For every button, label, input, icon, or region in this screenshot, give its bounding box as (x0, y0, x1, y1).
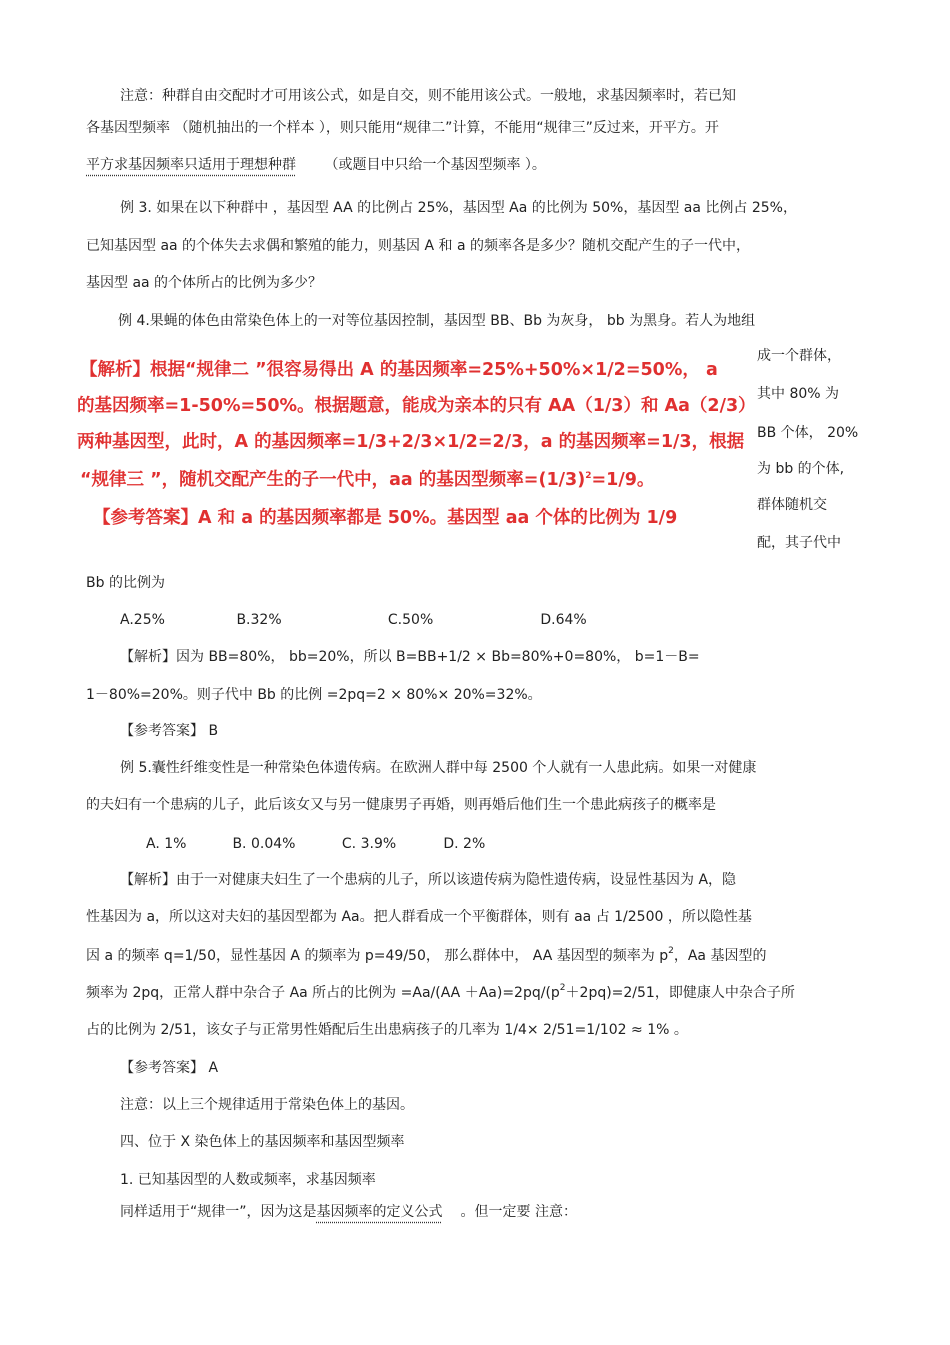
example-5-analysis-2: 性基因为 a，所以这对夫妇的基因型都为 Aa。把人群看成一个平衡群体，则有 aa 占 1/2500 ，所以隐性基 (86, 909, 752, 925)
example-5-line-1: 例 5.囊性纤维变性是一种常染色体遗传病。在欧洲人群中每 2500 个人就有一人患此病。如果一对健康 (120, 760, 757, 776)
side-text-3: BB 个体， 20% (757, 425, 859, 441)
example-4-answer: 【参考答案】 B (120, 723, 219, 739)
note-line-3: 平方求基因频率只适用于理想种群 （或题目中只给一个基因型频率 ）。 (86, 157, 546, 173)
example-4-question-end: Bb 的比例为 (86, 575, 165, 591)
example-4-line-1: 例 4.果蝇的体色由常染色体上的一对等位基因控制，基因型 BB、Bb 为灰身， bb 为黑身。若人为地组 (118, 313, 756, 329)
option-b: B.32% (236, 612, 282, 628)
example-5-analysis-5: 占的比例为 2/51，该女子与正常男性婚配后生出患病孩子的几率为 1/4× 2/51=1/102 ≈ 1% 。 (86, 1022, 688, 1038)
side-text-2: 其中 80% 为 (757, 386, 840, 402)
example-3-line-2: 已知基因型 aa 的个体失去求偶和繁殖的能力，则基因 A 和 a 的频率各是多少？随机交配产生的子一代中， (86, 238, 751, 254)
section-heading: 四、位于 X 染色体上的基因频率和基因型频率 (120, 1134, 405, 1150)
example-4-options (120, 610, 587, 630)
option-d: D. 2% (443, 836, 486, 852)
side-text-4: 为 bb 的个体, (757, 461, 845, 477)
side-text-1: 成一个群体， (757, 348, 841, 364)
option-c: C. 3.9% (341, 836, 397, 852)
example-3-line-1: 例 3. 如果在以下种群中 ，基因型 AA 的比例占 25%，基因型 Aa 的比例为 50%，基因型 aa 比例占 25%， (120, 200, 797, 216)
example-5-analysis-3: 因 a 的频率 q=1/50，显性基因 A 的频率为 p=49/50， 那么群体中， AA 基因型的频率为 $p^2$，Aa 基因型的 (86, 946, 767, 964)
example-4-analysis-1: 【解析】因为 BB=80%， bb=20%，所以 B=BB+1/2 × Bb=80%+0=80%， b=1－B= (120, 649, 700, 665)
option-b: B. 0.04% (232, 836, 296, 852)
example-4-analysis-2: 1－80%=20%。则子代中 Bb 的比例 =2pq=2 × 80%× 20%=32%。 (86, 687, 542, 703)
emphasis-text: 平方求基因频率只适用于理想种群 (86, 157, 296, 173)
red-analysis-line-2: 的基因频率=1-50%=50%。根据题意，能成为亲本的只有 AA（1/3）和 Aa（2/3） (77, 396, 756, 416)
note-line-1: 注意：种群自由交配时才可用该公式，如是自交，则不能用该公式。一般地，求基因频率时，若已知 (120, 88, 736, 104)
note-autosomal: 注意：以上三个规律适用于常染色体上的基因。 (120, 1097, 414, 1113)
red-answer-line: 【参考答案】A 和 a 的基因频率都是 50%。基因型 aa 个体的比例为 1/9 (93, 508, 678, 528)
example-5-line-2: 的夫妇有一个患病的儿子，此后该女又与另一健康男子再婚，则再婚后他们生一个患此病孩子的概率是 (86, 797, 716, 813)
option-c: C.50% (387, 612, 434, 628)
example-5-options (146, 834, 485, 854)
emphasis-text: 基因频率的定义公式 (316, 1204, 443, 1220)
example-5-answer: 【参考答案】 A (120, 1060, 219, 1076)
option-a: A. 1% (146, 836, 187, 852)
option-a: A.25% (120, 612, 165, 628)
option-d: D.64% (540, 612, 587, 628)
red-analysis-line-4: “规律三 ”，随机交配产生的子一代中，aa 的基因型频率$=(1/3)^2=1/9$。 (80, 470, 655, 490)
side-text-5: 群体随机交 (757, 497, 827, 513)
example-5-analysis-1: 【解析】由于一对健康夫妇生了一个患病的儿子，所以该遗传病为隐性遗传病，设显性基因为 A，隐 (120, 872, 737, 888)
red-analysis-line-3: 两种基因型，此时，A 的基因频率=1/3+2/3×1/2=2/3，a 的基因频率=1/3，根据 (77, 432, 745, 452)
example-5-analysis-4: 频率为 2pq，正常人群中杂合子 Aa 所占的比例为 $=Aa/(AA +Aa)=2pq/(p^2+2pq)=2/51$，即健康人中杂合子所 (86, 983, 795, 1001)
note-line-2: 各基因型频率 （随机抽出的一个样本 ），则只能用“规律二”计算，不能用“规律三”反过来，开平方。开 (86, 120, 719, 136)
red-analysis-line-1: 【解析】根据“规律二 ”很容易得出 A 的基因频率=25%+50%×1/2=50%， a (80, 360, 718, 380)
side-text-6: 配，其子代中 (757, 535, 841, 551)
example-3-line-3: 基因型 aa 的个体所占的比例为多少？ (86, 275, 323, 291)
last-paragraph: 同样适用于“规律一”，因为这是基因频率的定义公式 。但一定要 注意： (120, 1204, 577, 1220)
subsection-heading: 1. 已知基因型的人数或频率，求基因频率 (120, 1172, 376, 1188)
